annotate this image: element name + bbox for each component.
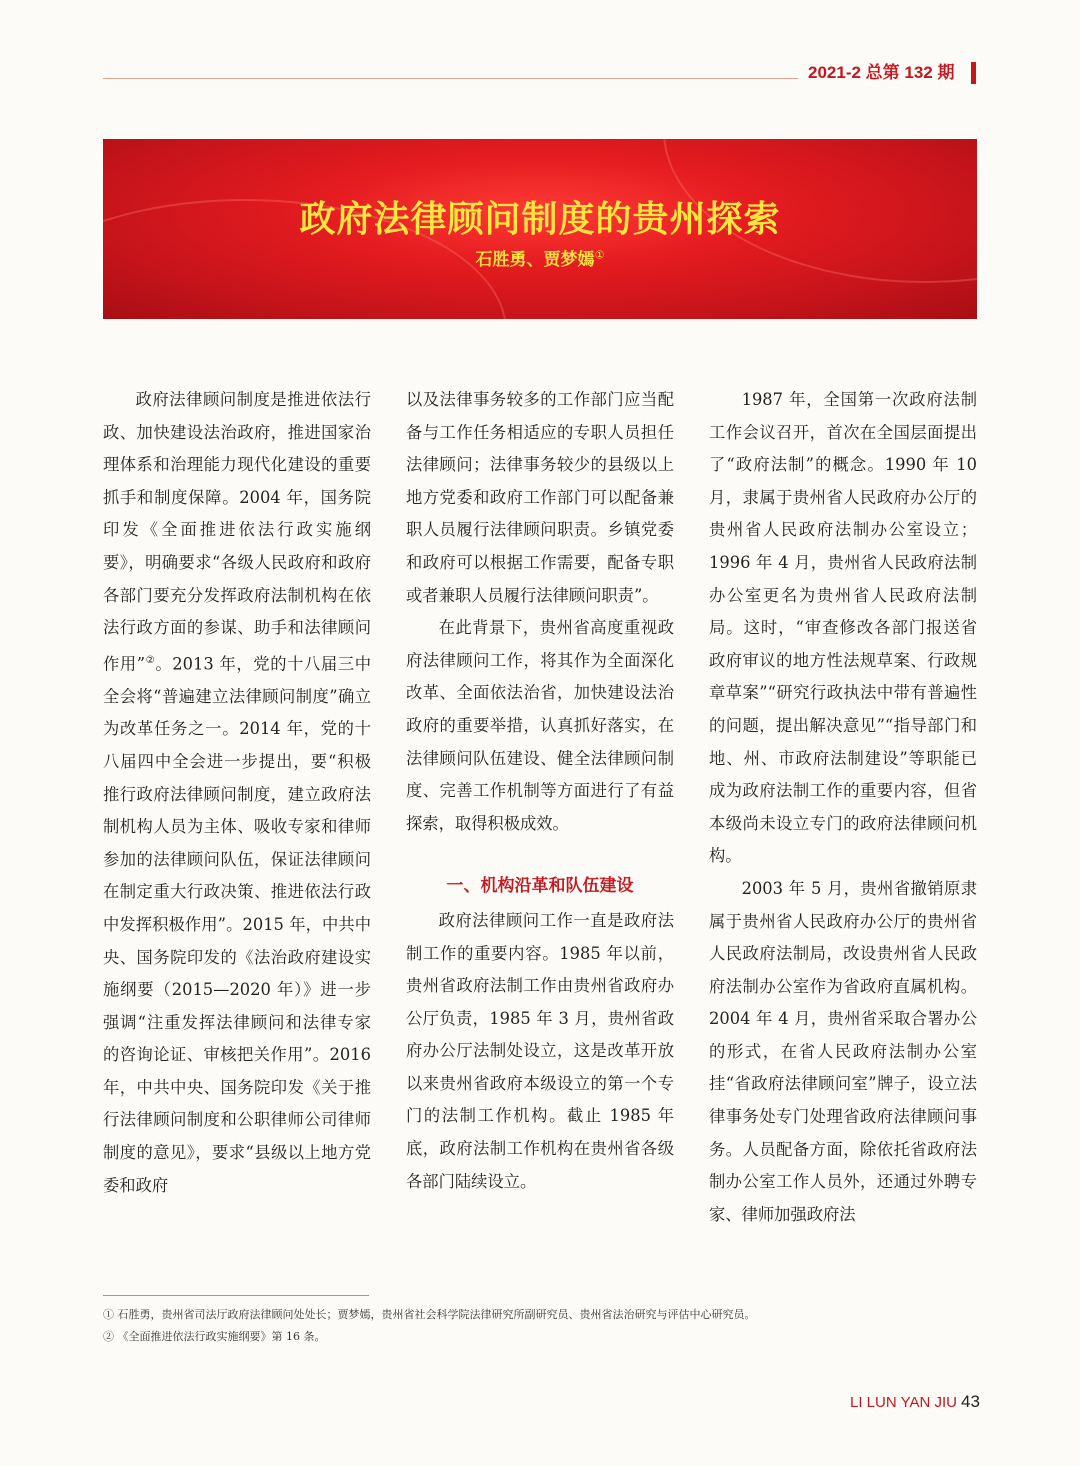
paragraph: 1987 年，全国第一次政府法制工作会议召开，首次在全国层面提出了“政府法制”的概念。1990 年 10 月，隶属于贵州省人民政府办公厅的贵州省人民政府法制办公室设立；1996 年 4 月，贵州省人民政府法制办公室更名为贵州省人民政府法制局。这时，“审查修改各部门报送省政府审议的地方性法规草案、行政规章草案”“研究行政执法中带有普遍性的问题，提出解决意见”“指导部门和地、州、市政府法制建设”等职能已成为政府法制工作的重要内容，但省本级尚未设立专门的政府法律顾问机构。 (709, 390, 977, 866)
article-authors (103, 245, 977, 270)
column-2 (406, 384, 674, 1198)
footnote-2: ② 《全面推进依法行政实施纲要》第 16 条。 (103, 1330, 326, 1343)
authors-names: 石胜勇、贾梦嫣 (475, 250, 595, 270)
page-folio (850, 1392, 980, 1412)
paragraph: 以及法律事务较多的工作部门应当配备与工作任务相适应的专职人员担任法律顾问；法律事务较少的县级以上地方党委和政府工作部门可以配备兼职人员履行法律顾问职责。乡镇党委和政府可以根据工作需要，配备专职或者兼职人员履行法律顾问职责”。 (406, 390, 674, 605)
section-heading: 一、机构沿革和队伍建设 (446, 876, 634, 897)
header-rule (103, 78, 798, 79)
issue-marker-bar (971, 62, 976, 84)
paragraph (103, 384, 371, 1202)
paragraph-text: 。2013 年，党的十八届三中全会将“普遍建立法律顾问制度”确立为改革任务之一。2014 年，党的十八届四中全会进一步提出，要“积极推行政府法律顾问制度，建立政府法制机构人员为主体、吸收专家和律师参加的法律顾问队伍，保证法律顾问在制定重大行政决策、推进依法行政中发挥积极作用”。2015 年，中共中央、国务院印发的《法治政府建设实施纲要（2015—2020 年）》进一步强调“注重发挥法律顾问和法律专家的咨询论证、审核把关作用”。2016 年，中共中央、国务院印发《关于推行法律顾问制度和公职律师公司律师制度的意见》，要求“县级以上地方党委和政府 (103, 654, 371, 1195)
footnotes (103, 1304, 977, 1348)
paragraph-text: 政府法律顾问制度是推进依法行政、加快建设法治政府，推进国家治理体系和治理能力现代化建设的重要抓手和制度保障。2004 年，国务院印发《全面推进依法行政实施纲要》，明确要求“各级人民政府和政府各部门要充分发挥政府法制机构在依法行政方面的参谋、助手和法律顾问作用” (103, 390, 371, 674)
paragraph: 2003 年 5 月，贵州省撤销原隶属于贵州省人民政府办公厅的贵州省人民政府法制局，改设贵州省人民政府法制办公室作为省政府直属机构。2004 年 4 月，贵州省采取合署办公的形式，在省人民政府法制办公室挂“省政府法律顾问室”牌子，设立法律事务处专门处理省政府法律顾问事务。人员配备方面，除依托省政府法制办公室工作人员外，还通过外聘专家、律师加强政府法 (709, 878, 977, 1224)
paragraph: 政府法律顾问工作一直是政府法制工作的重要内容。1985 年以前，贵州省政府法制工作由贵州省政府办公厅负责，1985 年 3 月，贵州省政府办公厅法制处设立，这是改革开放以来贵州省政府本级设立的第一个专门的法制工作机构。截止 1985 年底，政府法制工作机构在贵州省各级各部门陆续设立。 (406, 910, 674, 1191)
footnote-mark: ② (145, 654, 156, 666)
column-1 (103, 384, 371, 1202)
journal-name: LI LUN YAN JIU (850, 1394, 957, 1411)
page-number: 43 (960, 1392, 980, 1411)
title-banner (103, 139, 977, 319)
footnote-1: ① 石胜勇，贵州省司法厅政府法律顾问处处长；贾梦嫣，贵州省社会科学院法律研究所副研究员、贵州省法治研究与评估中心研究员。 (103, 1308, 756, 1321)
issue-number: 2021-2 总第 132 期 (808, 63, 955, 82)
paragraph: 在此背景下，贵州省高度重视政府法律顾问工作，将其作为全面深化改革、全面依法治省，加快建设法治政府的重要举措，认真抓好落实，在法律顾问队伍建设、健全法律顾问制度、完善工作机制等方面进行了有益探索，取得积极成效。 (406, 618, 674, 833)
article-title: 政府法律顾问制度的贵州探索 (299, 199, 781, 240)
footnote-rule (103, 1295, 369, 1296)
authors-footnote-mark: ① (594, 248, 605, 262)
column-3 (709, 384, 977, 1231)
